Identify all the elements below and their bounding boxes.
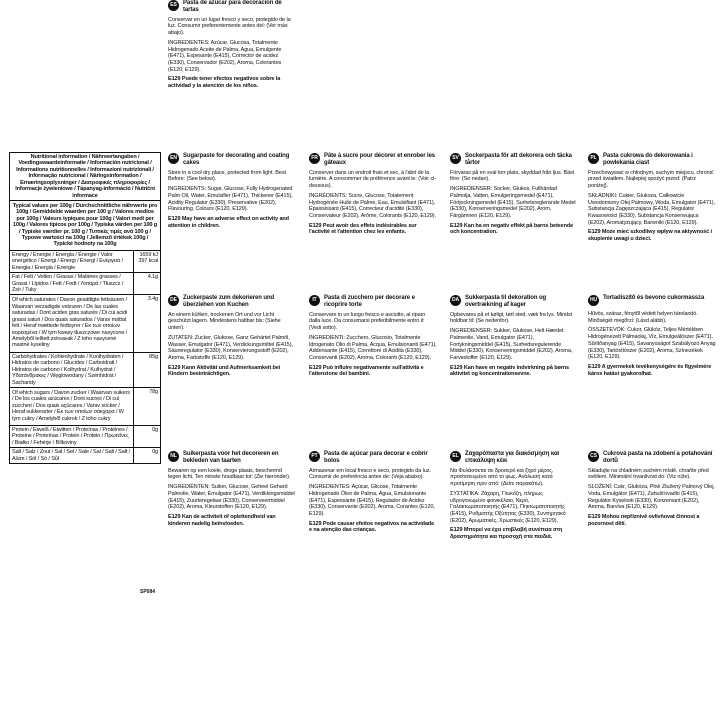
product-title: Tortadíszítő és bevono cukormassza [603, 295, 705, 301]
language-code-badge: EN [168, 153, 179, 164]
ingredients-text: INGREDIENTS: Sugar, Glucose, Fully Hydrogenated Palm Oil, Water, Emulsifier (E471), Thickener (E415), Acidity Regulator (E330), Preservative (E202), Flavouring, Colours (E120, E129). [168, 186, 293, 213]
storage-text: Conservar en un lugar fresco y seco, protegido de la luz. Consumir preferentemente antes del: (Ver más abajo). [168, 16, 291, 37]
nutrition-row [10, 251, 160, 273]
product-title: Pasta de açúcar para decorar e cobrir bolos [324, 451, 428, 464]
language-header [450, 451, 578, 465]
storage-text: Να Φυλάσσεται σε δροσερό και ξηρό μέρος, προστατευμένο από το φως. Ανάλωση κατά προτίμηση πριν από: (Δείτε παρακάτω). [450, 467, 554, 488]
product-title: Cukrová pasta na zdobení a potahování dortů [603, 451, 713, 464]
nutrient-label: Fat / Fett / Vetten / Grasas / Matières grasses / Grassi / Lípidos / Fett / Fedt / Λιπαρά / Tłuszcz / Zsír / Tuky [10, 273, 134, 294]
language-code-badge: EL [450, 451, 461, 462]
storage-text: Przechowywać w chłodnym, suchym miejscu, chronić przed światłem. Najlepiej spożyć przed: (Patrz poniżej). [588, 169, 714, 190]
warning-text: E129 A gyermekek tevékenységére és figyelmére káros hatást gyakorolhat. [588, 363, 712, 377]
language-section-de [168, 295, 296, 381]
warning-text: E129 Kan ha en negativ effekt på barns beteende och koncentration. [450, 222, 574, 236]
language-code-badge: NL [168, 451, 179, 462]
language-section-cs [588, 451, 716, 530]
product-title: Pasta cukrowa do dekorowania i powlekania ciast [603, 153, 693, 166]
language-section-it [309, 295, 437, 381]
warning-text: E129 Pode causar efeitos negativos na actividade e na atenção das crianças. [309, 520, 435, 534]
nutrient-label: Carbohydrates / Kohlenhydrate / Koolhydraten / Hidratos de carbono / Glucides / Carboidrati / Hidratos de carbono / Kolhydrat / Kulhydrat / Υδατάνθρακες / Węglowodany / Szénhidrát / Sacharidy [10, 353, 134, 387]
product-title: Sugarpaste for decorating and coating cakes [183, 153, 290, 166]
language-code-badge: IT [309, 295, 320, 306]
ingredients-text: ΣΥΣΤΑΤΙΚΑ: Ζάχαρη, Γλυκόζη, πλήρως υδρογονωμένο φοινικέλαιο, Νερό, Γαλακτωματοποιητής (E471), Πηκτωματοποιητής (E415), Ρυθμιστής Οξύτητας (E330), Συντηρητικό (E202), Αρωματικές, Χρωστικές (E120, E129). [450, 490, 566, 524]
storage-text: Conservare in un luogo fresco e asciutto, al riparo dalla luce. Da consumarsi preferibilmente entro il: (Vedi sotto). [309, 311, 426, 332]
warning-text: E129 Peut avoir des effets indésirables sur l'activité et l'attention chez les enfants. [309, 222, 417, 236]
nutrient-label: Of which sugars / Davon zucker / Waarvan suikers / De los cuales azúcares / Dont sucres / Di cui zuccheri / Dos quais açúcares / Varav socker / Heraf sukkerarter / Εκ των οποίων σάκχαρα / W tym cukry / Amelyből cukrok / Z toho cukry [10, 388, 134, 425]
nutrient-value: 0g [152, 449, 158, 456]
nutrient-value: 1659 kJ 397 kcal [138, 251, 158, 265]
product-title: Ζαχαρόπαστα για διακόσμηση και επικάλυψη κέικ [465, 451, 560, 464]
warning-text: E129 Kan have en negativ indvirkning på børns aktivitet og koncentrationsevne. [450, 364, 569, 378]
language-section-da [450, 295, 578, 381]
nutrition-title: Nutritional information / Nährwertangaben / Voedingswaardeinformatie / Información nutricional / Informations nutritionnelles / Informazioni nutrizionali / Informação nutricional / Näringsinformation / Ernæringsoplysninger / Διατροφικές πληροφορίες / Informacje żywieniowe / Tápanyag-információ / Nutriční informace [10, 153, 160, 201]
ingredients-text: ÖSSZETEVŐK: Cukor, Glükóz, Teljes Mértékben Hidrogénezett Pálmaolaj, Víz, Emulgeálószer (E471), Sűrítőanyag (E415), Savanyúságot Szabályozó Anyag (E330), Tartósítószer (E202), Aroma, Színezékek (E120, E129). [588, 327, 716, 361]
ingredients-text: SKŁADNIKI: Cukier, Glukoza, Całkowicie Uwodorniony Olej Palmowy, Woda, Emulgator (E471), Substancja Zagęszczająca (E415), Regulator Kwasowości (E330), Substancja Konserwująca (E202), Aromatyzujący, Barwniki (E120, E129). [588, 192, 715, 226]
product-title: Pasta di zucchero per decorare e ricoprire torte [324, 295, 415, 308]
ingredients-text: INGREDIENTES: Azúcar, Glucosa, Totalmente Hidrogenado Aceite de Palma, Agua, Emulgente (E471), Espesante (E415), Corrector de acidez (E330), Conservador (E202), Aroma, Colorantes (E120, E129). [168, 39, 282, 73]
ingredients-text: INGREDIENSER: Socker, Glukos, Fullhärdad Palmolja, Vatten, Emulgeringsmedel (E471), Förtjockningsmedel (E415), Surhetsreglerande Medel (E330), Konserveringsmedel (E202), Arom, Färgämnen (E120, E129). [450, 186, 576, 219]
storage-text: Bewaren op een koele, droge plaats, beschermd tegen licht. Ten minste houdbaar tot: (Zie hieronder). [168, 467, 291, 481]
warning-text: E129 Może mieć szkodliwy wpływ na aktywność i skupienie uwagi u dzieci. [588, 229, 712, 243]
nutrient-label: Energy / Energie / Energía / Énergie / Valor energético / Energi / Energi / Energi / Ενέργεια / Energia / Energia / Energie [10, 251, 134, 272]
nutrition-rows [10, 251, 160, 463]
product-code: SP084 [140, 589, 156, 595]
nutrient-value: 78g [149, 388, 158, 395]
warning-text: E129 Kann Aktivität und Aufmerksamkeit bei Kindern beeinträchtigen. [168, 364, 281, 378]
language-code-badge: DE [168, 295, 179, 306]
storage-text: Store in a cool dry place, protected from light. Best Before: (See below). [168, 169, 286, 183]
storage-text: Conserver dans un endroit frais et sec, à l'abri de la lumière. A consommer de préférence avant le: (Voir ci-dessous). [309, 169, 436, 190]
nutrition-row [10, 448, 160, 463]
nutrient-value: 3.4g [147, 296, 158, 303]
nutrition-row [10, 295, 160, 352]
language-header [309, 451, 437, 465]
language-code-badge: PL [588, 153, 599, 164]
storage-text: Förvaras på en sval torr plats, skyddad från ljus. Bäst före: (Se nedan). [450, 169, 575, 183]
storage-text: An einem kühlen, trockenen Ort und vor Licht geschützt lagern. Mindestens haltbar bis: (Siehe unten). [168, 311, 281, 332]
language-section-en [168, 153, 296, 232]
storage-text: Hűvös, száraz, fénytől védett helyen tárolandó. Minőségét megőrzi: (Lásd alább). [588, 311, 698, 324]
ingredients-text: ZUTATEN: Zucker, Glukose, Ganz Gehärtet Palmöl, Wasser, Emulgator (E471), Verdickungsmittel (E415), Säureregulator (E330), Konservierungsstoff (E202), Aroma, Farbstoffe (E120, E129). [168, 334, 293, 361]
language-header [588, 153, 716, 167]
nutrient-label: Protein / Eiweiß / Eiwitten / Proteínas / Protéines / Proteine / Proteínas / Protein / Protein / Πρωτεΐνες / Białko / Fehérje / Bílkoviny [10, 426, 134, 447]
product-title: Suikerpasta voor het decoreren en bekleden van taarten [183, 451, 279, 464]
language-code-badge: PT [309, 451, 320, 462]
nutrient-label: Of which saturates / Davon gesättigte fettsäuren / Waarvan verzadigde vetzuren / De las cuales saturadas / Dont acides gras saturés / Di cui acidi grassi saturi / Dos quais saturados / Varav mättat fett / Heraf mættede fedtsyrer / Εκ των οποίων κορεσμένα / W tym kwasy tłuszczowe nasycone / Amelyből telített zsírsavak / Z toho nasycené mastné kyseliny [10, 295, 134, 351]
nutrition-per-100g: Typical values per 100g / Durchschnittliche nährwerte pro 100g / Gemiddelde waarden per 100 g / Valores medios por 100g / Valeurs typiques pour 100g / Valori medi per 100g / Valores típicos por 100g / Typiska värden per 100 g / Typiske værdier pr. 100 g / Τυπικές τιμές ανά 100 g / Typowe wartości na 100g / Jellemző értékek 100g / Typické hodnoty na 100g [10, 201, 160, 251]
warning-text: E129 Mohou nepříznivě ovlivňovat činnost a pozornost dětí. [588, 514, 700, 527]
language-section-fr [309, 153, 437, 239]
language-section-es [168, 0, 296, 93]
storage-text: Armazenar em local fresco e seco, protegido da luz. Consumir de preferência antes de: (Veja abaixo). [309, 467, 431, 481]
nutrition-row [10, 388, 160, 426]
nutrition-row [10, 273, 160, 295]
language-code-badge: FR [309, 153, 320, 164]
language-section-pt [309, 451, 437, 537]
ingredients-text: INGREDIENTES: Açúcar, Glicose, Totalmente Hidrogenado Óleo de Palma, Água, Emulsionante (E471), Espessante (E415), Regulador de Acidez (E330), Conservante (E202), Aroma, Corantes (E120, E129). [309, 484, 435, 517]
warning-text: E129 Può influire negativamente sull'attività e l'attenzione dei bambini. [309, 364, 424, 378]
language-section-sv [450, 153, 578, 239]
language-header [588, 451, 716, 465]
product-title: Pasta de azúcar para decoración de tartas [183, 0, 282, 13]
ingredients-text: INGRÉDIENTS: Sucre, Glucose, Totalement Hydrogénée Huile de Palme, Eau, Emulsifiant (E471), Épaississant (E415), Correcteur d'acidité (E330), Conservateur (E202), Arôme, Colorants (E120, E129). [309, 192, 436, 219]
language-section-nl [168, 451, 296, 530]
language-header [168, 0, 296, 14]
nutrient-value: 4.1g [147, 274, 158, 281]
language-header [309, 153, 437, 167]
storage-text: Skladujte na chladném suchém místě, chraňte před světlem. Minimální trvanlivost do: (Viz níže). [588, 467, 709, 481]
nutrition-row [10, 426, 160, 448]
language-code-badge: ES [168, 0, 179, 11]
nutrition-table [9, 152, 161, 464]
language-header [450, 153, 578, 167]
language-header [450, 295, 578, 309]
language-header [168, 153, 296, 167]
language-code-badge: HU [588, 295, 599, 306]
language-section-el [450, 451, 578, 544]
product-title: Pâte à sucre pour décorer et enrober les gâteaux [324, 153, 436, 166]
warning-text: E129 Puede tener efectos negativos sobre la actividad y la atención de los niños. [168, 76, 281, 90]
language-header [168, 451, 296, 465]
warning-text: E129 May have an adverse effect on activity and attention in children. [168, 216, 289, 229]
ingredients-text: INGREDIENTI: Zucchero, Glucosio, Totalmente Idrogenato Olio di Palma, Acqua, Emulsionanti (E471), Addensante (E415), Correttore di Acidità (E330), Conservanti (E202), Aroma, Coloranti (E120, E129). [309, 334, 437, 361]
ingredients-text: INGREDIENSER: Sukker, Glukose, Helt Hærdet Palmeolie, Vand, Emulgator (E471), Fortykningsmiddel (E415), Surhedsregulerende Middel (E330), Konserveringsmiddel (E202), Aroma, Farvestoffer (E120, E129). [450, 328, 573, 361]
language-header [168, 295, 296, 309]
language-code-badge: DA [450, 295, 461, 306]
language-code-badge: CS [588, 451, 599, 462]
language-code-badge: SV [450, 153, 461, 164]
warning-text: E129 Kan de activiteit of oplettendheid van kinderen nadelig beïnvloeden. [168, 514, 276, 527]
language-header [309, 295, 437, 309]
language-header [588, 295, 716, 308]
product-title: Zuckerpaste zum dekorieren und überziehen von Kuchen [183, 295, 275, 308]
storage-text: Opbevares på et køligt, tørt sted, væk fra lys. Mindst holdbar til: (Se nedenfor). [450, 311, 573, 325]
language-section-hu [588, 295, 716, 380]
nutrient-value: 0g [152, 427, 158, 434]
ingredients-text: INGREDIËNTEN: Suiker, Glucose, Geheel Gehard Palmolie, Water, Emulgator (E471), Verdikkingsmiddel (E415), Zuurteregelaar (E330), Conserveermiddel (E202), Aroma, Kleurstoffen (E120, E129). [168, 484, 295, 511]
product-title: Sockerpasta för att dekorera och täcka tårtor [465, 153, 572, 166]
language-section-pl [588, 153, 716, 246]
nutrition-row [10, 353, 160, 388]
warning-text: E129 Μπορεί να έχει επιβλαβή συνέπεια στη δραστηριότητα και προσοχή στα παιδιά. [450, 527, 563, 541]
product-title: Sukkerpasta til dekoration og overtrækning af kager [465, 295, 547, 308]
ingredients-text: SLOŽENÍ: Cukr, Glukóza, Plně Ztužený Palmový Olej, Voda, Emulgátor (E471), Zahušťovadlo (E415), Regulátor Kyselosti (E330), Konzervant (E202), Aroma, Barviva (E120, E129). [588, 484, 715, 511]
nutrient-value: 85g [149, 353, 158, 360]
nutrient-label: Salt / Salz / Zout / Sal / Sel / Sale / Sal / Salt / Salt / Αλάτι / Sól / Só / Sůl [10, 448, 134, 463]
